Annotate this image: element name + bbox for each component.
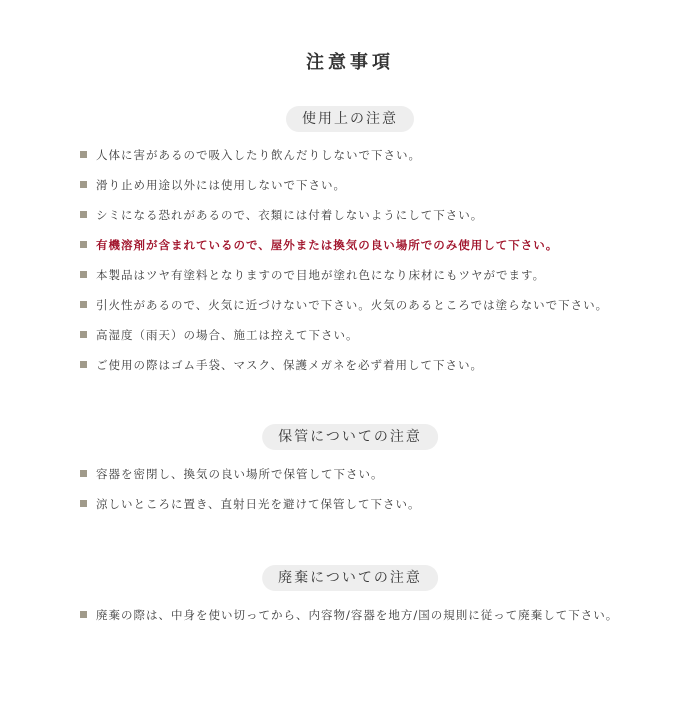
square-bullet-icon	[80, 470, 87, 477]
warning-text: 有機溶剤が含まれているので、屋外または換気の良い場所でのみ使用して下さい。	[96, 238, 559, 252]
section-heading-usage: 使用上の注意	[286, 106, 414, 132]
list-item-text: 滑り止め用途以外には使用しないで下さい。	[96, 178, 346, 192]
section-heading-disposal: 廃棄についての注意	[262, 565, 438, 591]
square-bullet-icon	[80, 181, 87, 188]
square-bullet-icon	[80, 301, 87, 308]
square-bullet-icon	[80, 271, 87, 278]
square-bullet-icon	[80, 500, 87, 507]
list-item-text: 涼しいところに置き、直射日光を避けて保管して下さい。	[96, 497, 421, 511]
square-bullet-icon	[80, 611, 87, 618]
list-item-text: ご使用の際はゴム手袋、マスク、保護メガネを必ず着用して下さい。	[96, 358, 484, 372]
list-item-text: 高湿度（雨天）の場合、施工は控えて下さい。	[96, 328, 359, 342]
page-title: 注意事項	[306, 52, 394, 73]
list-item-text: 引火性があるので、火気に近づけないで下さい。火気のあるところでは塗らないで下さい。	[96, 298, 609, 312]
list-item-text: シミになる恐れがあるので、衣類には付着しないようにして下さい。	[96, 208, 484, 222]
list-item-text: 廃棄の際は、中身を使い切ってから、内容物/容器を地方/国の規則に従って廃棄して下さい。	[96, 608, 619, 622]
square-bullet-icon	[80, 151, 87, 158]
square-bullet-icon	[80, 241, 87, 248]
list-item-text: 本製品はツヤ有塗料となりますので目地が塗れ色になり床材にもツヤがでます。	[96, 268, 546, 282]
square-bullet-icon	[80, 211, 87, 218]
square-bullet-icon	[80, 331, 87, 338]
section-heading-storage: 保管についての注意	[262, 424, 438, 450]
list-item-text: 人体に害があるので吸入したり飲んだりしないで下さい。	[96, 148, 421, 162]
square-bullet-icon	[80, 361, 87, 368]
list-item-text: 容器を密閉し、換気の良い場所で保管して下さい。	[96, 467, 384, 481]
